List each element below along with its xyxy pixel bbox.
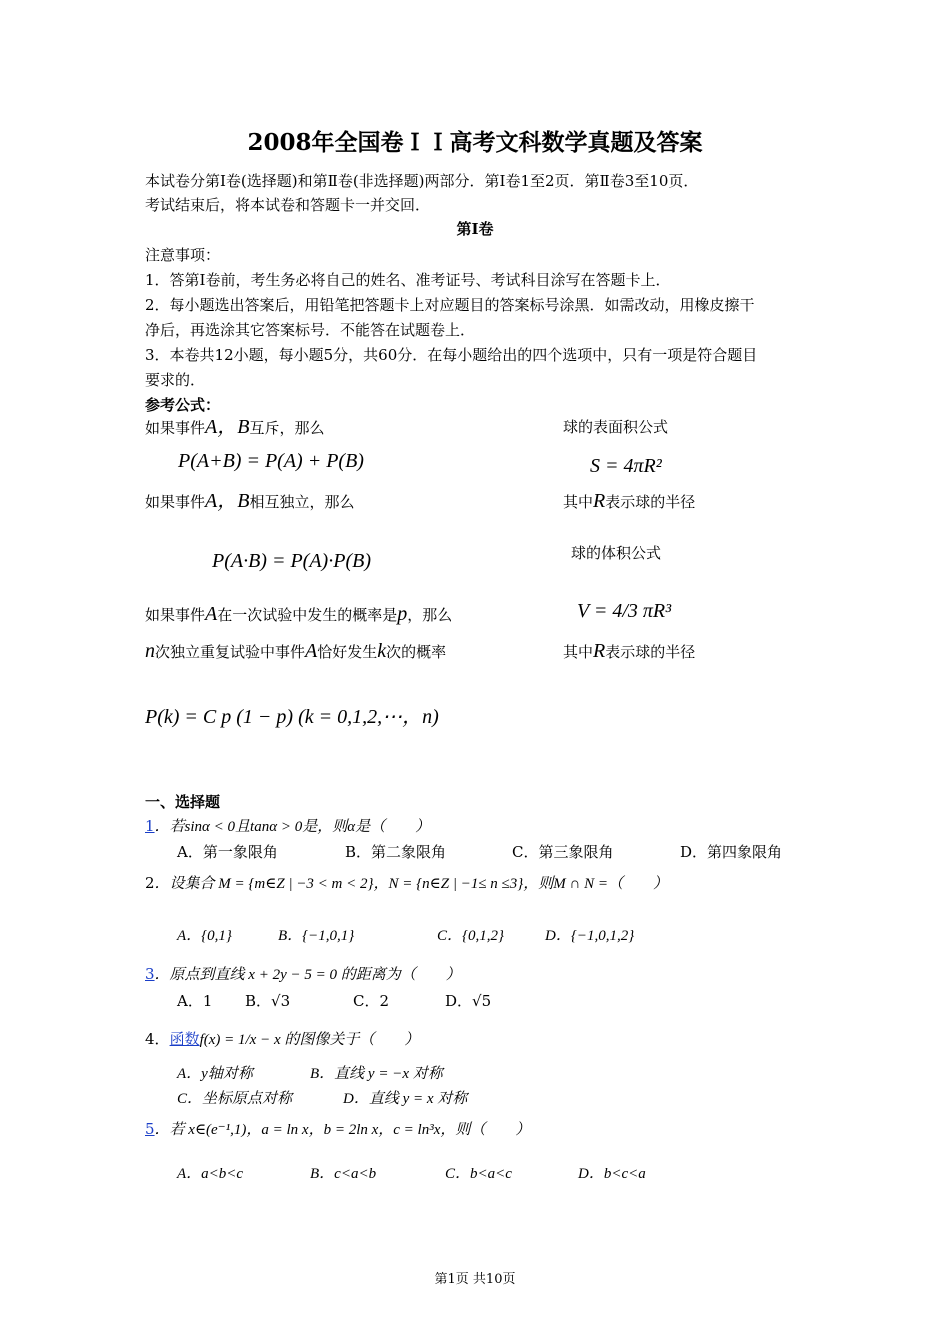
q2-option-a: A．{0,1} bbox=[177, 928, 232, 944]
page-title: 2008年全国卷ＩＩ高考文科数学真题及答案 bbox=[247, 129, 703, 156]
q3-option-c: C．2 bbox=[353, 992, 390, 1010]
q3-option-a: A．1 bbox=[177, 992, 213, 1010]
formulas-heading: 参考公式： bbox=[145, 396, 221, 414]
question-3-number[interactable]: 3 bbox=[145, 965, 155, 983]
q4-option-c: C．坐标原点对称 bbox=[177, 1091, 293, 1107]
note-1: 1．答第Ⅰ卷前，考生务必将自己的姓名、准考证号、考试科目涂写在答题卡上． bbox=[145, 271, 671, 289]
question-4: 4．函数f(x) = 1/x − x 的图像关于（ ） bbox=[145, 1030, 420, 1048]
q2-option-c: C．{0,1,2} bbox=[437, 928, 505, 944]
sphere-volume-label: 球的体积公式 bbox=[571, 544, 662, 562]
question-5-number[interactable]: 5 bbox=[145, 1120, 155, 1138]
q1-option-b: B．第二象限角 bbox=[345, 843, 447, 861]
intro-line-2: 考试结束后，将本试卷和答题卡一并交回． bbox=[145, 196, 431, 214]
note-2b: 净后，再选涂其它答案标号．不能答在试题卷上． bbox=[145, 321, 476, 339]
binomial-formula: P(k) = C p (1 − p) (k = 0,1,2,⋯，n) bbox=[145, 706, 439, 728]
q2-option-b: B．{−1,0,1} bbox=[278, 928, 355, 944]
sphere-area-label: 球的表面积公式 bbox=[563, 418, 669, 436]
q3-option-b: B．√3 bbox=[245, 992, 291, 1010]
q4-option-d: D．直线 y = x 对称 bbox=[343, 1091, 468, 1107]
q4-option-b: B．直线 y = −x 对称 bbox=[310, 1066, 443, 1082]
question-1-number[interactable]: 1 bbox=[145, 817, 155, 835]
radius-note-1: 其中R表示球的半径 bbox=[563, 490, 696, 512]
section-heading: 一、选择题 bbox=[145, 793, 221, 811]
question-2: 2．设集合 M = {m∈Z | −3 < m < 2}，N = {n∈Z | −1≤ n ≤3}，则M ∩ N =（ ） bbox=[145, 874, 668, 892]
q1-option-c: C．第三象限角 bbox=[512, 843, 614, 861]
q5-option-b: B．c<a<b bbox=[310, 1166, 377, 1182]
sphere-area-formula: S = 4πR² bbox=[590, 455, 662, 477]
trial-statement: 如果事件A在一次试验中发生的概率是p，那么 bbox=[145, 603, 453, 625]
independent-statement: 如果事件A，B相互独立，那么 bbox=[145, 490, 355, 512]
radius-note-2: 其中R表示球的半径 bbox=[563, 640, 696, 662]
q5-option-a: A．a<b<c bbox=[177, 1166, 244, 1182]
independent-formula: P(A∙B) = P(A)∙P(B) bbox=[212, 550, 371, 572]
q1-option-a: A．第一象限角 bbox=[177, 843, 278, 861]
part-title: 第Ⅰ卷 bbox=[456, 220, 494, 238]
q4-option-a: A．y轴对称 bbox=[177, 1066, 253, 1082]
q5-option-c: C．b<a<c bbox=[445, 1166, 512, 1182]
q2-option-d: D．{−1,0,1,2} bbox=[545, 928, 635, 944]
note-2a: 2．每小题选出答案后，用铅笔把答题卡上对应题目的答案标号涂黑．如需改动，用橡皮擦干 bbox=[145, 296, 755, 314]
question-1: 1．若sinα < 0且tanα > 0是，则α是（ ） bbox=[145, 817, 431, 835]
note-3b: 要求的． bbox=[145, 371, 206, 389]
mutex-statement: 如果事件A，B互斥，那么 bbox=[145, 416, 325, 438]
question-5: 5．若 x∈(e⁻¹,1)，a = ln x，b = 2ln x，c = ln³x，则（ ） bbox=[145, 1120, 531, 1138]
sphere-volume-formula: V = 4/3 πR³ bbox=[577, 600, 672, 622]
mutex-formula: P(A+B) = P(A) + P(B) bbox=[178, 450, 364, 472]
q5-option-d: D．b<c<a bbox=[578, 1166, 646, 1182]
notes-heading: 注意事项： bbox=[145, 246, 221, 264]
q3-option-d: D．√5 bbox=[445, 992, 492, 1010]
repeat-statement: n次独立重复试验中事件A恰好发生k次的概率 bbox=[145, 640, 447, 662]
intro-line-1: 本试卷分第Ⅰ卷(选择题)和第Ⅱ卷(非选择题)两部分．第Ⅰ卷1至2页．第Ⅱ卷3至10页． bbox=[145, 172, 699, 190]
q1-option-d: D．第四象限角 bbox=[680, 843, 783, 861]
page-footer: 第1页 共10页 bbox=[434, 1272, 516, 1287]
question-3: 3．原点到直线 x + 2y − 5 = 0 的距离为（ ） bbox=[145, 965, 461, 983]
note-3a: 3．本卷共12小题，每小题5分，共60分．在每小题给出的四个选项中，只有一项是符合题目 bbox=[145, 346, 758, 364]
function-link[interactable]: 函数 bbox=[169, 1030, 200, 1048]
